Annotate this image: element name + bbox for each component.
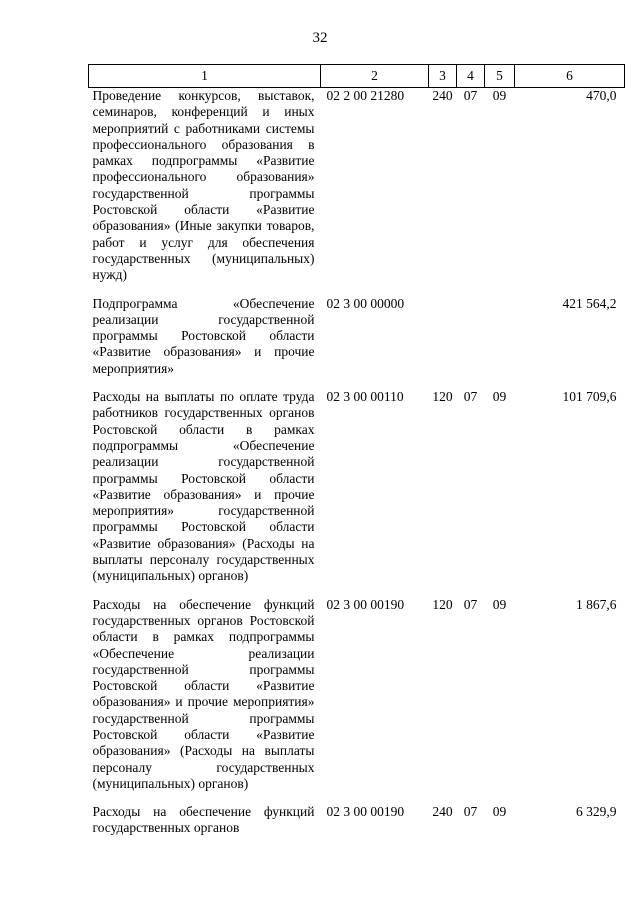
row-amount: 470,0 bbox=[586, 88, 617, 103]
row-subsection: 09 bbox=[492, 804, 507, 820]
row-target-code: 02 3 00 00000 bbox=[326, 295, 405, 311]
header-col-5: 5 bbox=[485, 65, 515, 88]
row-expense-type: 120 bbox=[432, 389, 453, 405]
row-section bbox=[457, 296, 485, 389]
row-expense-type bbox=[429, 296, 457, 389]
table-row bbox=[89, 597, 625, 805]
row-description: Расходы на обеспечение функций государственных органов Ростовской области в рамках подпрограммы «Обеспечение реализации государственной программы Ростовской области «Развитие образования» и прочие мероприятия» государственной программы Ростовской области «Развитие образования» (Расходы на выплаты персоналу государственных (муниципальных) органов) bbox=[92, 596, 315, 791]
table-row bbox=[89, 804, 625, 837]
row-section: 07 bbox=[463, 596, 478, 612]
row-amount: 101 709,6 bbox=[562, 389, 617, 405]
budget-table bbox=[88, 64, 625, 837]
table-row bbox=[89, 389, 625, 597]
table-row bbox=[89, 296, 625, 389]
row-description: Подпрограмма «Обеспечение реализации государственной программы Ростовской области «Развитие образования» и прочие мероприятия» bbox=[92, 295, 315, 376]
table-row bbox=[89, 88, 625, 296]
row-expense-type: 240 bbox=[432, 804, 453, 820]
row-amount: 1 867,6 bbox=[576, 596, 617, 612]
header-col-4: 4 bbox=[457, 65, 485, 88]
row-section: 07 bbox=[463, 389, 478, 405]
row-subsection: 09 bbox=[492, 88, 507, 103]
row-amount: 421 564,2 bbox=[562, 295, 617, 311]
page-number: 32 bbox=[312, 30, 328, 46]
row-description: Расходы на обеспечение функций государственных органов bbox=[92, 804, 315, 836]
header-col-3: 3 bbox=[429, 65, 457, 88]
row-description: Проведение конкурсов, выставок, семинаров, конференций и иных мероприятий с работниками системы профессионального образования в рамках подпрограммы «Развитие профессионального образования» государственной программы Ростовской области «Развитие образования» (Иные закупки товаров, работ и услуг для обеспечения государственных (муниципальных) нужд) bbox=[92, 88, 315, 283]
row-section: 07 bbox=[463, 88, 478, 103]
row-target-code: 02 3 00 00110 bbox=[326, 389, 404, 405]
header-col-6: 6 bbox=[515, 65, 625, 88]
row-subsection bbox=[485, 296, 515, 389]
header-col-2: 2 bbox=[321, 65, 429, 88]
row-description: Расходы на выплаты по оплате труда работников государственных органов Ростовской области в рамках подпрограммы «Обеспечение реализации государственной программы Ростовской области «Развитие образования» и прочие мероприятия» государственной программы Ростовской области «Развитие образования» (Расходы на выплаты персоналу государственных (муниципальных) органов) bbox=[92, 389, 315, 584]
table-header-row bbox=[89, 65, 625, 88]
row-section: 07 bbox=[463, 804, 478, 820]
row-target-code: 02 3 00 00190 bbox=[326, 596, 405, 612]
row-subsection: 09 bbox=[492, 596, 507, 612]
row-target-code: 02 3 00 00190 bbox=[326, 804, 405, 820]
row-subsection: 09 bbox=[492, 389, 507, 405]
header-col-1: 1 bbox=[89, 65, 321, 88]
row-amount: 6 329,9 bbox=[576, 804, 617, 820]
row-expense-type: 240 bbox=[432, 88, 453, 103]
row-target-code: 02 2 00 21280 bbox=[326, 88, 405, 103]
row-expense-type: 120 bbox=[432, 596, 453, 612]
